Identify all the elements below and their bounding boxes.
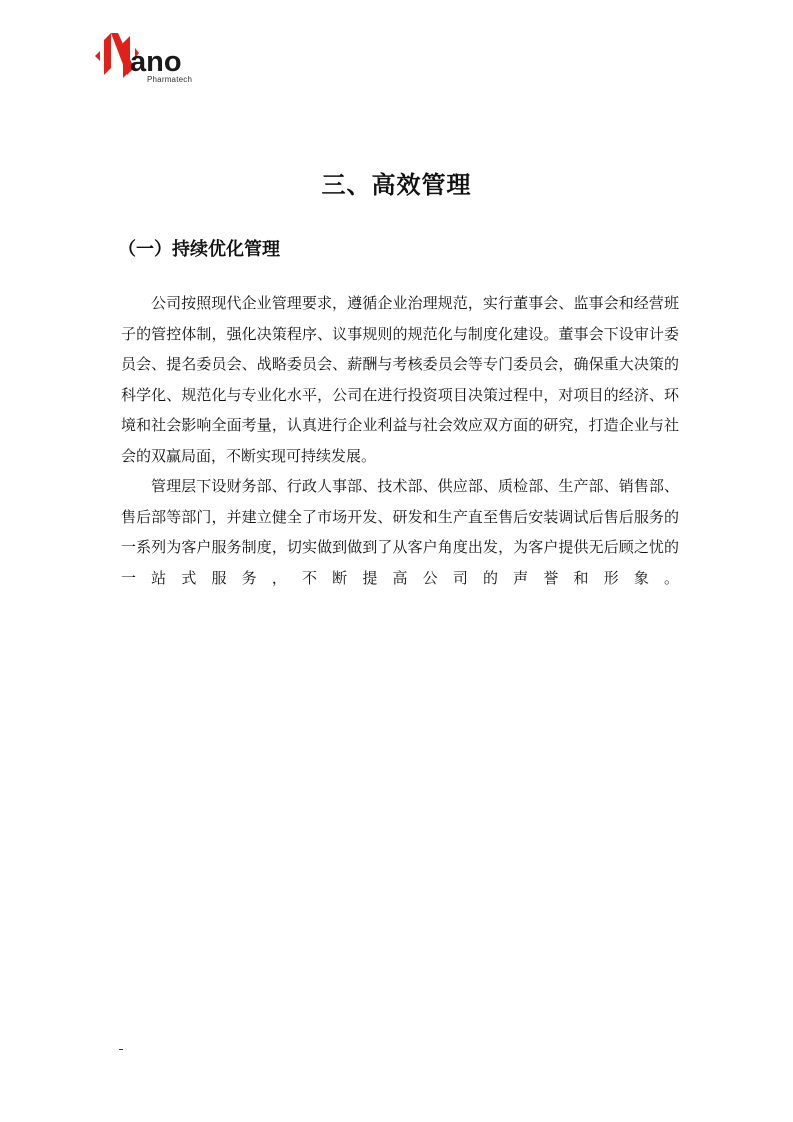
logo-wordmark: ano: [130, 46, 182, 78]
company-logo: [95, 28, 205, 88]
page-title: 三、高效管理: [321, 171, 472, 199]
footer-mark: [119, 1049, 123, 1050]
paragraph-departments: 管理层下设财务部、行政人事部、技术部、供应部、质检部、生产部、销售部、售后部等部门，并建立健全了市场开发、研发和生产直至售后安装调试后售后服务的一系列为客户服务制度，切实做到做到了从客户角度出发，为客户提供无后顾之忧的一站式服务，不断提高公司的声誉和形象。: [121, 477, 679, 587]
paragraph-governance: 公司按照现代企业管理要求，遵循企业治理规范，实行董事会、监事会和经营班子的管控体制，强化决策程序、议事规则的规范化与制度化建设。董事会下设审计委员会、提名委员会、战略委员会、薪酬与考核委员会等专门委员会，确保重大决策的科学化、规范化与专业化水平，公司在进行投资项目决策过程中，对项目的经济、环境和社会影响全面考量，认真进行企业利益与社会效应双方面的研究，打造企业与社会的双赢局面，不断实现可持续发展。: [121, 294, 679, 465]
section-heading: （一）持续优化管理: [118, 239, 280, 260]
body-text: [121, 288, 679, 593]
logo-subtitle: Pharmatech: [147, 75, 193, 84]
